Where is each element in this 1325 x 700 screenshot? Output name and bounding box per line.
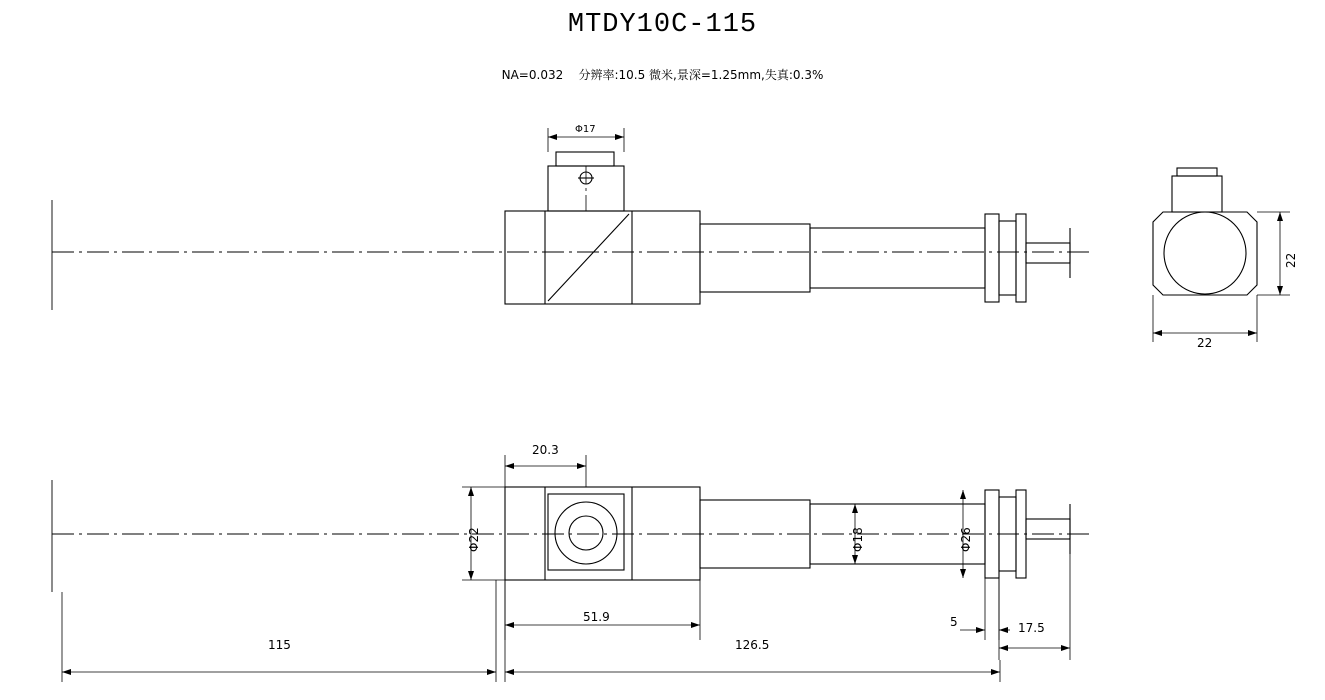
dim-22-horizontal — [1153, 295, 1257, 342]
dim-126-5 — [505, 580, 1000, 682]
dim-5 — [960, 571, 1010, 640]
label-phi17: Φ17 — [575, 124, 596, 135]
label-phi18: Φ18 — [851, 527, 865, 552]
label-phi26: Φ26 — [959, 527, 973, 552]
dim-17-5 — [999, 554, 1070, 660]
dim-115 — [62, 580, 496, 682]
label-17-5: 17.5 — [1018, 621, 1045, 635]
label-phi22: Φ22 — [467, 527, 481, 552]
label-126-5: 126.5 — [735, 638, 770, 652]
label-20-3: 20.3 — [532, 443, 559, 457]
label-22-vertical: 22 — [1284, 252, 1298, 268]
label-115: 115 — [268, 638, 291, 652]
label-51-9: 51.9 — [583, 610, 610, 624]
end-view-geometry — [1153, 168, 1257, 295]
page-title: MTDY10C-115 — [567, 10, 758, 40]
dim-20-3 — [505, 455, 586, 487]
label-22-horizontal: 22 — [1197, 336, 1213, 350]
label-5: 5 — [950, 615, 958, 629]
page-subtitle: NA=0.032 分辨率:10.5 微米,景深=1.25mm,失真:0.3% — [501, 68, 824, 82]
